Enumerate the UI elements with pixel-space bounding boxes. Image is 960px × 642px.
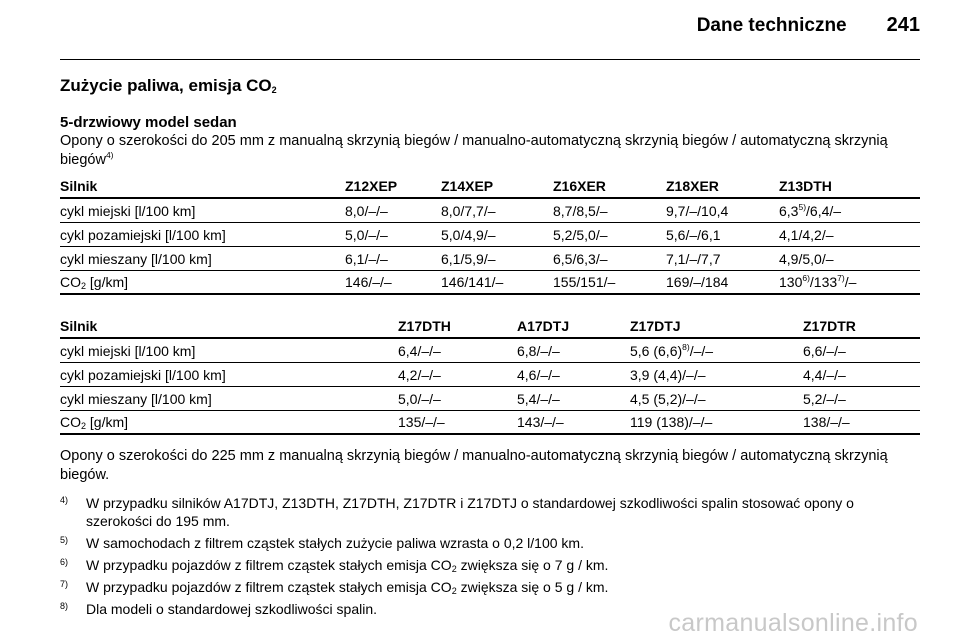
table-header-row xyxy=(60,316,920,338)
table-row xyxy=(60,270,920,294)
table-cell: 119 (138)/–/– xyxy=(630,410,803,434)
column-header: A17DTJ xyxy=(517,316,630,338)
column-header: Silnik xyxy=(60,316,398,338)
table-cell: 4,6/–/– xyxy=(517,362,630,386)
column-header: Z12XEP xyxy=(345,176,441,198)
column-header: Z17DTH xyxy=(398,316,517,338)
column-header: Z16XER xyxy=(553,176,666,198)
footnote: 7) W przypadku pojazdów z filtrem cząstek stałych emisja $CO_2$ zwiększa się o 5 g / km. xyxy=(60,578,920,596)
table-cell: 4,9/5,0/– xyxy=(779,246,920,270)
row-label: $CO_2$ [g/km] xyxy=(60,270,345,294)
table-cell: 4,2/–/– xyxy=(398,362,517,386)
table-row xyxy=(60,410,920,434)
header-divider xyxy=(60,59,920,60)
table-cell: 6,1/–/– xyxy=(345,246,441,270)
table-cell: 5,0/–/– xyxy=(398,386,517,410)
table-cell: 135/–/– xyxy=(398,410,517,434)
footnote-mark: 4) xyxy=(60,495,69,505)
table-cell: 6,3$^{5)}$/6,4/– xyxy=(779,198,920,222)
footnote-ref: 8) xyxy=(682,341,690,352)
section-title: Zużycie paliwa, emisja $CO_2$ xyxy=(60,76,277,95)
table-cell: 5,4/–/– xyxy=(517,386,630,410)
footnote-ref: 5) xyxy=(798,201,807,212)
table-cell: 6,4/–/– xyxy=(398,338,517,362)
column-header: Z17DTR xyxy=(803,316,920,338)
table-cell: 155/151/– xyxy=(553,270,666,294)
table-cell: 5,2/–/– xyxy=(803,386,920,410)
table-cell: 5,0/4,9/– xyxy=(441,222,553,246)
footnote-ref: 6) xyxy=(802,273,810,283)
table-row xyxy=(60,386,920,410)
table-cell: 146/–/– xyxy=(345,270,441,294)
footnote: 8) Dla modeli o standardowej szkodliwości spalin. xyxy=(60,600,920,618)
column-header: Z13DTH xyxy=(779,176,920,198)
row-label: cykl mieszany [l/100 km] xyxy=(60,246,345,270)
table-cell: 5,2/5,0/– xyxy=(553,222,666,246)
table-cell: 138/–/– xyxy=(803,410,920,434)
column-header: Z18XER xyxy=(666,176,779,198)
table-cell: 8,0/–/– xyxy=(345,198,441,222)
footnote-mark: 5) xyxy=(60,535,69,545)
row-label: cykl pozamiejski [l/100 km] xyxy=(60,362,398,386)
row-label: cykl miejski [l/100 km] xyxy=(60,338,398,362)
table-cell: 4,1/4,2/– xyxy=(779,222,920,246)
table-row xyxy=(60,338,920,362)
table-cell: 6,6/–/– xyxy=(803,338,920,362)
table-cell: 143/–/– xyxy=(517,410,630,434)
table-cell: 6,8/–/– xyxy=(517,338,630,362)
table-row xyxy=(60,362,920,386)
column-header: Z17DTJ xyxy=(630,316,803,338)
table-row xyxy=(60,246,920,270)
table-cell: 9,7/–/10,4 xyxy=(666,198,779,222)
table-cell: 8,7/8,5/– xyxy=(553,198,666,222)
table-row xyxy=(60,222,920,246)
table-cell: 169/–/184 xyxy=(666,270,779,294)
fuel-table-2 xyxy=(60,316,920,435)
table-cell: 5,0/–/– xyxy=(345,222,441,246)
column-header: Z14XEP xyxy=(441,176,553,198)
model-title: 5-drzwiowy model sedan xyxy=(60,114,237,131)
table-cell: 146/141/– xyxy=(441,270,553,294)
table-cell: 3,9 (4,4)/–/– xyxy=(630,362,803,386)
footnote-ref: 7) xyxy=(837,273,845,283)
table-cell: 4,4/–/– xyxy=(803,362,920,386)
row-label: cykl mieszany [l/100 km] xyxy=(60,386,398,410)
footnotes xyxy=(60,494,920,622)
table-cell: 4,5 (5,2)/–/– xyxy=(630,386,803,410)
table-cell: 7,1/–/7,7 xyxy=(666,246,779,270)
table-cell: 130$^{6)}$/133$^{7)}$/– xyxy=(779,270,920,294)
page-header xyxy=(697,14,920,44)
table-cell: 8,0/7,7/– xyxy=(441,198,553,222)
header-title: Dane techniczne xyxy=(696,15,847,36)
page-number: 241 xyxy=(886,14,920,36)
footnote: 4) W przypadku silników A17DTJ, Z13DTH, Z17DTH, Z17DTR i Z17DTJ o standardowej szkodliwości spalin stosować opony o szerokości do 195 mm. xyxy=(60,494,920,530)
footnote: 6) W przypadku pojazdów z filtrem cząstek stałych emisja $CO_2$ zwiększa się o 7 g / km. xyxy=(60,556,920,574)
footnote-mark: 7) xyxy=(60,579,69,589)
column-header: Silnik xyxy=(60,176,345,198)
table-cell: 5,6 $(6,6)^{8)}/-/-$ xyxy=(630,338,803,362)
table-header-row xyxy=(60,176,920,198)
footnote-ref: 4) xyxy=(105,150,114,160)
row-label: $CO_2$ [g/km] xyxy=(60,410,398,434)
intro-text: Opony o szerokości do 205 mm z manualną skrzynią biegów / manualno-automatyczną skrzynią biegów / automatyczną skrzynią biegów$^{4)}$ xyxy=(60,133,888,168)
row-label: cykl pozamiejski [l/100 km] xyxy=(60,222,345,246)
table-cell: 5,6/–/6,1 xyxy=(666,222,779,246)
footnote-mark: 8) xyxy=(60,601,69,611)
table-cell: 6,1/5,9/– xyxy=(441,246,553,270)
footnote-mark: 6) xyxy=(60,557,69,567)
row-label: cykl miejski [l/100 km] xyxy=(60,198,345,222)
table-row xyxy=(60,198,920,222)
outro-text: Opony o szerokości do 225 mm z manualną skrzynią biegów / manualno-automatyczną skrzynią biegów / automatyczną skrzynią biegów. xyxy=(60,448,888,483)
footnote: 5) W samochodach z filtrem cząstek stałych zużycie paliwa wzrasta o 0,2 l/100 km. xyxy=(60,534,920,552)
table-cell: 6,5/6,3/– xyxy=(553,246,666,270)
watermark: carmanualsonline.info xyxy=(668,609,918,637)
fuel-table-1 xyxy=(60,176,920,295)
